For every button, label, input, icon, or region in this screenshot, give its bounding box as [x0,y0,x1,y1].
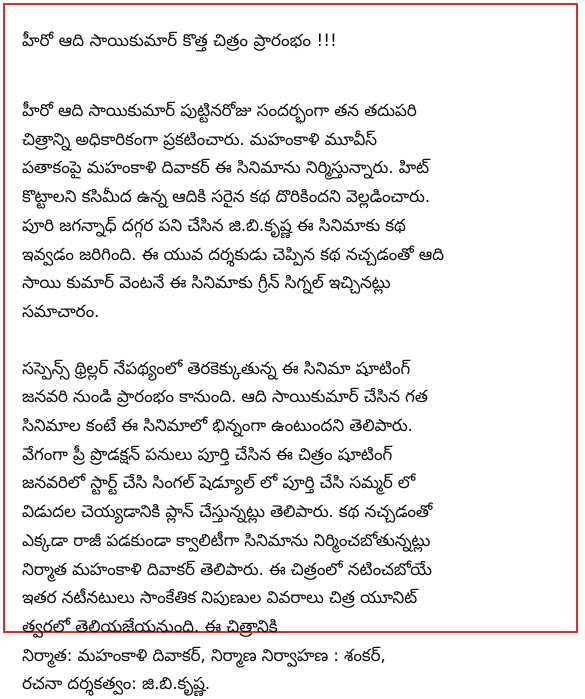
text-line: హీరో ఆది సాయికుమార్ పుట్టినరోజు సందర్భంగా తన తదుపరి [22,101,417,121]
credits-line: నిర్మాత: మహంకాళి దివాకర్, నిర్మాణ నిర్వాహణ : శంకర్, [22,645,386,666]
text-line: వేగంగా ప్రీ ప్రొడక్షన్ పనులు పూర్తి చేసిన ఈ చిత్రం షూటింగ్ [22,444,393,465]
text-line: సస్పెన్స్ థ్రిల్లర్ నేపథ్యంలో తెరకెక్కుతున్న ఈ సినిమా షూటింగ్ [22,358,411,379]
text-line: ఎక్కడా రాజీ పడకుండా క్వాలిటీగా సినిమాను నిర్మించబోతున్నట్లు [22,530,431,551]
credits-line: రచనా దర్శకత్వం: జి.బి.కృష్ణ. [22,674,211,695]
text-line: పతాకంపై మహంకాళి దివాకర్ ఈ సినిమాను నిర్మిస్తున్నారు. హిట్ [22,158,429,179]
article-frame [3,3,578,695]
text-line: ఇవ్వడం జరిగింది. ఈ యువ దర్శకుడు చెప్పిన కథ నచ్చడంతో ఆది [22,244,444,265]
text-line: సమాచారం. [22,301,100,322]
text-line: విడుదల చెయ్యడానికి ప్లాన్ చేస్తున్నట్లు తెలిపారు. కథ నచ్చడంతో [22,502,433,523]
paragraph-shooting-details [22,355,567,699]
text-line: త్వరలో తెలియజేయనుంది. ఈ చిత్రానికి [22,616,278,637]
text-line: సాయి కుమార్ వెంటనే ఈ సినిమాకు గ్రీన్ సిగ్నల్ ఇచ్చినట్లు [22,273,391,294]
article-headline: హీరో ఆది సాయికుమార్ కొత్త చిత్రం ప్రారంభం !!! [22,31,337,51]
article-body [22,27,567,699]
paragraph-announcement [22,97,567,327]
text-line: కొట్టాలని కసిమీద ఉన్న ఆదికి సరైన కథ దొరికిందని వెల్లడించారు. [22,187,430,208]
text-line: జనవరిలో స్టార్ట్ చేసి సింగల్ షెడ్యూల్ లో పూర్తి చేసి సమ్మర్ లో [22,473,416,494]
text-line: చిత్రాన్ని అధికారికంగా ప్రకటించారు. మహంకాళి మూవీస్ [22,129,377,150]
text-line: ఇతర నటీనటులు సాంకేతిక నిపుణుల వివరాలు చిత్ర యూనిట్ [22,588,418,609]
text-line: జనవరి నుండి ప్రారంభం కానుంది. ఆది సాయికుమార్ చేసిన గత [22,387,428,408]
text-line: సినిమాల కంటే ఈ సినిమాలో భిన్నంగా ఉంటుందని తెలిపారు. [22,416,413,437]
text-line: నిర్మాత మహంకాళి దివాకర్ తెలిపారు. ఈ చిత్రంలో నటించబోయే [22,559,432,580]
text-line: పూరి జగన్నాధ్ దగ్గర పని చేసిన జి.బి.కృష్ణ ఈ సినిమాకు కథ [22,215,406,236]
